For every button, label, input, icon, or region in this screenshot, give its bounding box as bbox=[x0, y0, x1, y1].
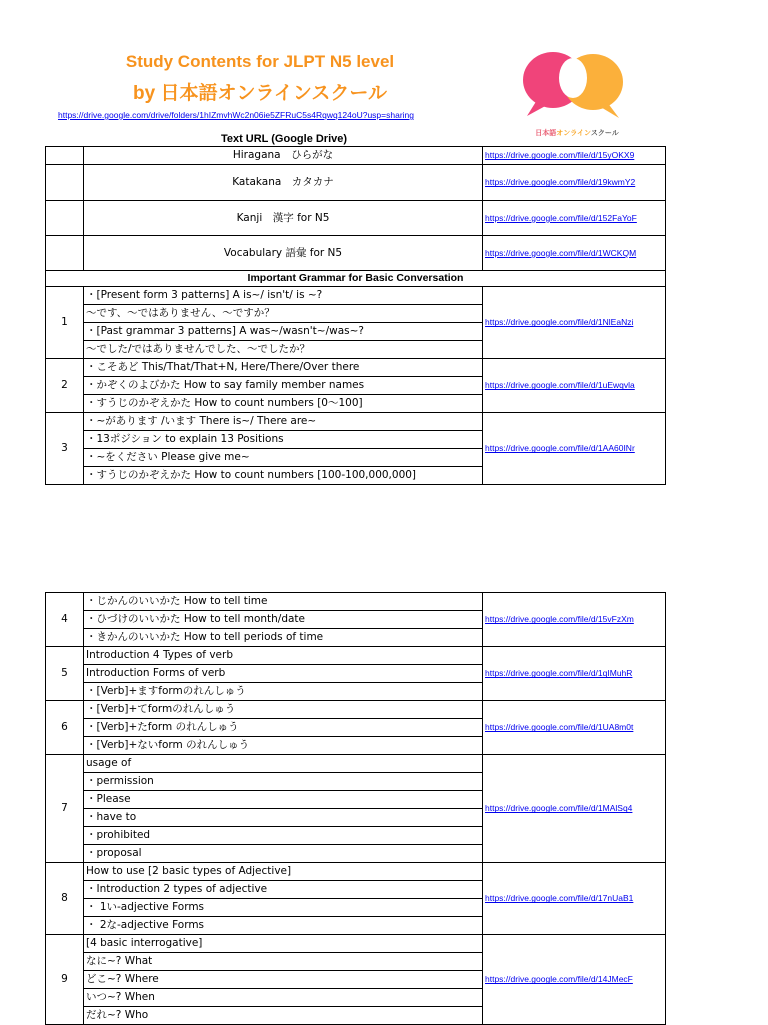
lesson-number: 1 bbox=[46, 287, 84, 359]
lesson-url-link[interactable]: https://drive.google.com/file/d/15vFzXm bbox=[483, 593, 666, 647]
lesson-number: 3 bbox=[46, 413, 84, 485]
grammar-section-title: Important Grammar for Basic Conversation bbox=[46, 271, 666, 287]
lesson-topic: なに~? What bbox=[84, 953, 483, 971]
page-subtitle: by 日本語オンラインスクール bbox=[133, 83, 387, 104]
lesson-topic: ・[Verb]+ないform のれんしゅう bbox=[84, 737, 483, 755]
text-label: Katakana カタカナ bbox=[84, 165, 483, 201]
lesson-number: 8 bbox=[46, 863, 84, 935]
text-label: Vocabulary 語彙 for N5 bbox=[84, 236, 483, 271]
lesson-row bbox=[46, 287, 666, 305]
text-url-link[interactable]: https://drive.google.com/file/d/1WCKQM bbox=[483, 236, 666, 271]
text-url-link[interactable]: https://drive.google.com/file/d/19kwmY2 bbox=[483, 165, 666, 201]
lesson-row bbox=[46, 863, 666, 881]
text-row bbox=[46, 147, 666, 165]
lesson-number: 4 bbox=[46, 593, 84, 647]
lesson-topic: ・Introduction 2 types of adjective bbox=[84, 881, 483, 899]
lesson-row bbox=[46, 647, 666, 665]
lesson-topic: ・~をください Please give me~ bbox=[84, 449, 483, 467]
text-row-number bbox=[46, 147, 84, 165]
lesson-topic: ・すうじのかぞえかた How to count numbers [100-100,000,000] bbox=[84, 467, 483, 485]
lesson-topic: ・have to bbox=[84, 809, 483, 827]
lesson-topic: ・[Verb]+てformのれんしゅう bbox=[84, 701, 483, 719]
text-row-number bbox=[46, 201, 84, 236]
lesson-row bbox=[46, 935, 666, 953]
lesson-topic: ・prohibited bbox=[84, 827, 483, 845]
lesson-topic: 〜です、〜ではありません、〜ですか？ bbox=[84, 305, 483, 323]
lesson-topic: ・[Present form 3 patterns] A is~/ isn't/ is ~? bbox=[84, 287, 483, 305]
text-label: Kanji 漢字 for N5 bbox=[84, 201, 483, 236]
lesson-topic: いつ~? When bbox=[84, 989, 483, 1007]
lesson-topic: ・かぞくのよびかた How to say family member names bbox=[84, 377, 483, 395]
text-row bbox=[46, 236, 666, 271]
lesson-topic: ・[Past grammar 3 patterns] A was~/wasn't~/was~? bbox=[84, 323, 483, 341]
lesson-url-link[interactable]: https://drive.google.com/file/d/1MAlSq4 bbox=[483, 755, 666, 863]
lesson-row bbox=[46, 359, 666, 377]
lesson-row bbox=[46, 701, 666, 719]
lesson-topic: Introduction 4 Types of verb bbox=[84, 647, 483, 665]
lesson-topic: ・ひづけのいいかた How to tell month/date bbox=[84, 611, 483, 629]
contents-table-top bbox=[45, 146, 666, 485]
lesson-topic: 〜でした/ではありませんでした、〜でしたか？ bbox=[84, 341, 483, 359]
lesson-topic: ・すうじのかぞえかた How to count numbers [0〜100] bbox=[84, 395, 483, 413]
text-label: Hiragana ひらがな bbox=[84, 147, 483, 165]
folder-link[interactable]: https://drive.google.com/drive/folders/1hIZmvhWc2n06ie5ZFRuC5s4Rqwq124oU?usp=sharing bbox=[58, 110, 414, 120]
lesson-topic: ・permission bbox=[84, 773, 483, 791]
lesson-topic: ・ 2な-adjective Forms bbox=[84, 917, 483, 935]
lesson-topic: ・ 1い-adjective Forms bbox=[84, 899, 483, 917]
lesson-topic: ・[Verb]+ますformのれんしゅう bbox=[84, 683, 483, 701]
lesson-url-link[interactable]: https://drive.google.com/file/d/17nUaB1 bbox=[483, 863, 666, 935]
text-row bbox=[46, 201, 666, 236]
lesson-topic: ・~があります /います There is~/ There are~ bbox=[84, 413, 483, 431]
lesson-url-link[interactable]: https://drive.google.com/file/d/1UA8m0t bbox=[483, 701, 666, 755]
lesson-topic: ・13ポジション to explain 13 Positions bbox=[84, 431, 483, 449]
lesson-url-link[interactable]: https://drive.google.com/file/d/1uEwqvla bbox=[483, 359, 666, 413]
text-url-link[interactable]: https://drive.google.com/file/d/15yOKX9 bbox=[483, 147, 666, 165]
lesson-topic: ・Please bbox=[84, 791, 483, 809]
table-caption: Text URL (Google Drive) bbox=[220, 133, 348, 145]
lesson-url-link[interactable]: https://drive.google.com/file/d/14JMecF bbox=[483, 935, 666, 1025]
text-row-number bbox=[46, 236, 84, 271]
lesson-topic: ・proposal bbox=[84, 845, 483, 863]
text-row-number bbox=[46, 165, 84, 201]
lesson-topic: [4 basic interrogative] bbox=[84, 935, 483, 953]
lesson-topic: だれ~? Who bbox=[84, 1007, 483, 1025]
lesson-row bbox=[46, 755, 666, 773]
lesson-url-link[interactable]: https://drive.google.com/file/d/1AA60INr bbox=[483, 413, 666, 485]
contents-table-bottom bbox=[45, 592, 666, 1025]
lesson-row bbox=[46, 593, 666, 611]
lesson-number: 9 bbox=[46, 935, 84, 1025]
lesson-topic: ・[Verb]+たform のれんしゅう bbox=[84, 719, 483, 737]
text-row bbox=[46, 165, 666, 201]
page-title: Study Contents for JLPT N5 level bbox=[125, 52, 395, 71]
logo-wordmark: 日本語オンラインスクール bbox=[535, 129, 619, 137]
lesson-topic: Introduction Forms of verb bbox=[84, 665, 483, 683]
lesson-topic: usage of bbox=[84, 755, 483, 773]
lesson-topic: ・じかんのいいかた How to tell time bbox=[84, 593, 483, 611]
lesson-number: 5 bbox=[46, 647, 84, 701]
lesson-topic: ・こそあど This/That/That+N, Here/There/Over there bbox=[84, 359, 483, 377]
grammar-section-row bbox=[46, 271, 666, 287]
lesson-number: 7 bbox=[46, 755, 84, 863]
lesson-topic: ・きかんのいいかた How to tell periods of time bbox=[84, 629, 483, 647]
lesson-url-link[interactable]: https://drive.google.com/file/d/1qIMuhR bbox=[483, 647, 666, 701]
lesson-row bbox=[46, 413, 666, 431]
text-url-link[interactable]: https://drive.google.com/file/d/152FaYoF bbox=[483, 201, 666, 236]
lesson-number: 6 bbox=[46, 701, 84, 755]
lesson-url-link[interactable]: https://drive.google.com/file/d/1NlEaNzi bbox=[483, 287, 666, 359]
lesson-number: 2 bbox=[46, 359, 84, 413]
lesson-topic: どこ~? Where bbox=[84, 971, 483, 989]
lesson-topic: How to use [2 basic types of Adjective] bbox=[84, 863, 483, 881]
